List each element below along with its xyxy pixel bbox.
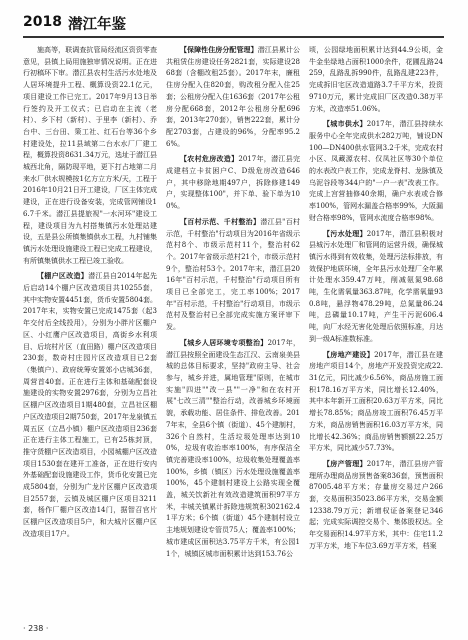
entry-heading: 【百村示范、千村整治】 — [180, 217, 261, 226]
article-paragraph — [166, 338, 300, 560]
text-column-1 — [23, 45, 157, 615]
text-column-2 — [166, 45, 300, 615]
entry-text: 2017年，潜江县完成建档立卡贫困户C、D级危房改造646户，其中移除地期497户，拆除修建149户，实现整体100"，并下单、验下单为100%。 — [166, 155, 300, 211]
article-paragraph — [309, 119, 443, 224]
entry-text: 2017年，潜江县房产管理所办理商品房预售备案836套，预售面积87005.48平方米；存量房交易过户266套，交易面积35023.86平方米，交易金额12338.79万元；新增权证备案登记346起；完成实际调控交易个、集体股权达。全年交易面积14.97平方米，其中：住宅11.2万平方米，地下车位3.69万平方米，档案 — [309, 459, 443, 550]
entry-heading: 【房地产建设】 — [323, 350, 375, 359]
article-paragraph — [23, 271, 157, 540]
entry-heading: 【房产管理】 — [323, 459, 367, 468]
entry-heading: 【农村危房改造】 — [180, 155, 239, 164]
article-paragraph — [309, 229, 443, 346]
article-paragraph — [166, 154, 300, 213]
header-book-title: 潜江年鉴 — [68, 17, 126, 33]
article-paragraph — [166, 217, 300, 334]
header-year: 2018 — [23, 14, 62, 30]
entry-text: 2017年，潜江县按照全面建设生态江汉、云南泉美县城的总体目标要求，坚持"政府主导、社会参与，城乡并进，属地管理"原则，在城市实施"四进""改一县""一净"和在农村开展"七改三清""整治行动，改善城乡环境面貌，承载功能、居住条件、排危改善。2017年末，全县6个镇（街道）、45个建制村，326个自然村，生活垃圾处理率达到100%，垃圾有收治率率100%，有序保洁全镇完善建设率100%，垃圾收集处理覆盖率100%，乡镇（镇区）污水处理设施覆盖率100%，45个建制村建设上公路实现全覆盖，城关饮新社有效改造建筑面积97平方米，丰城关镇累计拆除违规筑积302162.41平方米；6个镇（街道）45个建制村设立主地规划建设专管员75人；覆盖率100%；城市建成区面积达3.75平方千米，有公园11个，城镇区城市面积累计达到153.76公 — [166, 338, 300, 558]
entry-text: 2017年，潜江县在建房地产项目14个，房地产开发投资完成22.31亿元，同比减少6.56%，商品房施工面积178.16万平方米，同比增长12.40%，其中本年新开工面积20.63万平方米，同比增长78.85%；商品房竣工面积76.45万平方米，商品房销售面积16.03万平方米，同比增长42.36%；商品房销售额额22.25万平方米，同比减少57.73%。 — [309, 350, 443, 453]
entry-heading: 【污水处理】 — [323, 229, 367, 238]
article-paragraph — [309, 459, 443, 553]
entry-text: 2017年，潜江县持续水服务中心全年完成供水282万吨，铺设DN100—DN400供水管网3.2千米，完成农村小区、凤藏源农村、仅凤社区等30个单位的水表改户表工作，完成龙脊村、龙脉镇及乌泥谷段等344户的"一户一表"改表工作。完成上宫营抽修40余期，确户水表或合修率100%，管网水漏盖合格率99%，大阪漏财合格率98%，管网水流度合格率98%。 — [309, 120, 443, 222]
article-paragraph — [309, 45, 443, 115]
entry-heading: 【城市供水】 — [323, 120, 367, 129]
entry-text: 潜江县累计公共租赁住房建设任务2821套，实际建设2868套（含棚改租25套）。2017年末，廉租住房分配入住820套，购改租分配入住25套；公租房分配入住1636套（2017年公租房分配668套，2012年公租房分配696套，2013年270套），销售222套，累计分配2703套，占建设的96%，分配率95.26%。 — [166, 46, 300, 148]
text-columns — [23, 45, 444, 615]
entry-text: 施高等，联调查抗管局经流区资资零查意见，县镇上局用施独审情况说明。正在进行初稿环下审。潜江县农村生活污水处地及人居环境提升工程、概算设资22.1亿元，项目建设工作已完工。2017年9月13日举行签约及开工仪式；已启动在主流（老村）、乡下村（新村）、于里李（新村）、乔台中、三台田、策工社、红石台等36个乡村建设处，拉11县域第二台水水厂厂建工程，概算投资8631.34万元，选址于潜江县城西北角，隔防现平地，更下打占地第二月来水厂供水规模按1亿方立方米/天，工程于2016年10月21日开工建设，厂区主体完成建设，正在进行设备安装，完成管网铺设16.7千米。潜江县提旅视"一水河环"建设工程，建设项目为九村搭集镇污水处理站建设，五是县公所镇集镇供水工程，九村铺集镇污水处理设施建设工程已完成工程建设，有所镇集镇供水工程已竣工验收。 — [23, 46, 157, 265]
entry-heading: 【棚户区改造】 — [37, 272, 89, 281]
page-number: · 238 · — [23, 624, 49, 633]
entry-text: 2017年，潜江县积极对县城污水处理厂和管网的运营升级，确保城镇污水得到有效收集，处理污法标排放，有效保护地质环境，全年县污水处理厂全年累计处理水359.47万吨，削减氨氮98.68吨，生化需氧量363.87吨，化学需氧量930.8吨，悬浮物478.29吨，总氮量86.24吨，总磷量10.17吨，产生干污泥606.4吨，向厂水经无害化处理后依照标准，月达到一级A标准数标准。 — [309, 229, 443, 343]
text-column-3 — [309, 45, 443, 615]
article-paragraph — [23, 45, 157, 267]
header-rule — [23, 36, 444, 38]
entry-text: 潜江县"百村示范，千村整治"行动项目为2016年省级示范村8个、市级示范村11个，整治村62个。2017年省级示范村21个，市级示范村9个，整治村53个。2017年末，潜江县2016年"百村示范，千村整治"行动项目所有项目已全部完工，完工率100%；2017年"百村示范，千村整治"行动项目，市级示范村及整治村已全部完成实施方案评审下发。 — [166, 217, 300, 332]
entry-text: 潜江县自2014年起先后启动14个棚户区改造项目共10255套，其中实物安置4451套，货币安置5804套。2017年末，实物安置已完成1475套（起3年交付后全线投用），分别为小胖片区棚户区、小红鹰户区改造项目，高街乡水利项目、后垸村片区（直田路）棚户区改造项目230套，数奇村庄园片区改造项目已2套（集镇户）、政府统筹安置郊小店城36套，周营首40套。正在进行主体和基础配套设施建设的实物安置2976套，分别为立昌社区棚户区改造项目1期480套，立昌社区棚户区改造项目2期750套，2017年龙泉镇五周五区（立昌小镇）棚户区改造项目236套正在进行主体工程施工，已有25栋封顶，推守货棚户区改造项目，小园城棚户区改造项目1530套在建开工准备，正在进行安内外基础配套设施建设工作，货币化安置已完成5804套，分别为广龙片区棚户区改造项目2557套，云镇及城区棚户区项目3211套，杨作厂棚户区改造14门，据智召官片区棚户区改造项目5户，和大城片区棚户区改造项目17户。 — [23, 272, 157, 538]
running-header — [0, 0, 468, 38]
entry-text: 顷，公园绿地面积累计达到44.9公顷，金牛金坐绿地占面积1000余件，花圃乱路24259，乱路乱拆990件，乱路乱建223件，完成拆旧宅区改造道路3.7千平方米，投资9710万元，累计完成旧厂区改造0.38万平方米，改造率51.06%。 — [309, 46, 443, 113]
article-paragraph — [166, 45, 300, 150]
entry-heading: 【城乡人居环境专项整治】 — [180, 338, 268, 347]
entry-heading: 【保障性住房分配管理】 — [180, 46, 258, 54]
article-paragraph — [309, 350, 443, 455]
